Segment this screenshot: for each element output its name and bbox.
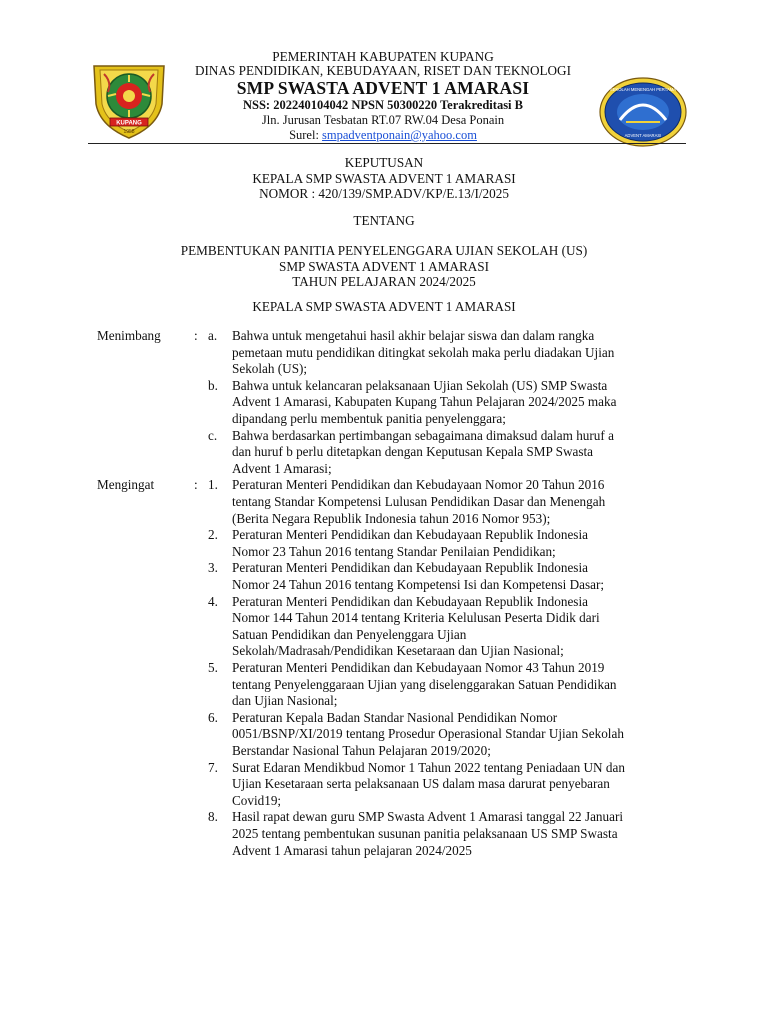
item-text-line: Advent 1 Amarasi tahun pelajaran 2024/2025 bbox=[232, 842, 472, 858]
item-text-line: 2025 tentang pembentukan susunan panitia pelaksanaan US SMP Swasta bbox=[232, 825, 618, 841]
item-text-line: Covid19; bbox=[232, 792, 282, 808]
decree-issuer: KEPALA SMP SWASTA ADVENT 1 AMARASI bbox=[252, 170, 516, 186]
item-text-line: tentang Penyelenggaraan Ujian yang diselenggarakan Satuan Pendidikan bbox=[232, 676, 617, 692]
item-text-line: Berstandar Nasional Tahun Pelajaran 2019/2020; bbox=[232, 742, 491, 758]
principal-heading: KEPALA SMP SWASTA ADVENT 1 AMARASI bbox=[252, 299, 516, 314]
letterhead bbox=[86, 48, 686, 144]
item-text-line: dan Ujian Nasional; bbox=[232, 693, 338, 709]
mengingat-item bbox=[0, 660, 768, 710]
logo-right-top-text: SEKOLAH MENENGAH PERTAMA bbox=[609, 87, 677, 92]
item-text-line: 0051/BSNP/XI/2019 tentang Prosedur Operasional Standar Ujian Sekolah bbox=[232, 726, 624, 742]
item-text bbox=[232, 527, 690, 560]
letterhead-school-name: SMP SWASTA ADVENT 1 AMARASI bbox=[236, 78, 530, 98]
item-text bbox=[232, 760, 690, 810]
item-text-line: (Berita Negara Republik Indonesia tahun 2016 Nomor 953); bbox=[232, 510, 551, 526]
mengingat-item bbox=[0, 560, 768, 593]
kabupaten-kupang-emblem bbox=[86, 60, 172, 140]
item-marker: 2. bbox=[208, 527, 218, 543]
item-text-line: tentang Standar Kompetensi Lulusan Pendidikan Dasar dan Menengah bbox=[232, 493, 606, 509]
decree-subject bbox=[0, 243, 768, 290]
item-marker: 5. bbox=[208, 660, 218, 675]
subject-line-1: PEMBENTUKAN PANITIA PENYELENGGARA UJIAN SEKOLAH (US) bbox=[180, 243, 588, 258]
item-text-line: dipandang perlu membentuk panitia penyelenggara; bbox=[232, 410, 506, 426]
item-text-line: Nomor 24 Tahun 2016 tentang Kompetensi Isi dan Kompetensi Dasar; bbox=[232, 576, 605, 592]
letterhead-government: PEMERINTAH KABUPATEN KUPANG bbox=[272, 49, 494, 64]
subject-line-2: SMP SWASTA ADVENT 1 AMARASI bbox=[279, 258, 489, 274]
item-text bbox=[232, 594, 690, 660]
item-text-line: Ujian Kesetaraan serta pelaksanaan US dalam masa darurat penyebaran bbox=[232, 776, 610, 792]
mengingat-item bbox=[0, 710, 768, 760]
item-text-line: Bahwa untuk mengetahui hasil akhir belajar siswa dan dalam rangka bbox=[232, 328, 595, 343]
item-marker: 7. bbox=[208, 759, 218, 775]
item-text-line: Sekolah (US); bbox=[232, 361, 308, 377]
item-marker: b. bbox=[208, 377, 218, 393]
menimbang-item bbox=[0, 428, 768, 478]
decree-number: NOMOR : 420/139/SMP.ADV/KP/E.13/I/2025 bbox=[259, 186, 509, 201]
letterhead-text bbox=[176, 50, 590, 143]
item-text bbox=[232, 809, 690, 859]
mengingat-item bbox=[0, 594, 768, 660]
logo-left-banner: KUPANG bbox=[116, 120, 142, 127]
item-marker: c. bbox=[208, 427, 218, 443]
item-text-line: Advent 1 Amarasi, Kabupaten Kupang Tahun Pelajaran 2024/2025 maka bbox=[232, 394, 617, 410]
item-text bbox=[232, 560, 690, 593]
mengingat-item bbox=[0, 527, 768, 560]
item-marker: a. bbox=[208, 328, 218, 343]
menimbang-item bbox=[0, 378, 768, 428]
item-text-line: Advent 1 Amarasi; bbox=[232, 460, 332, 476]
menimbang-colon: : bbox=[194, 328, 198, 343]
school-emblem bbox=[598, 76, 688, 148]
subject-line-3: TAHUN PELAJARAN 2024/2025 bbox=[292, 274, 476, 289]
logo-right-bottom-text: ADVENT AMARASI bbox=[624, 133, 662, 138]
email-label: Surel: bbox=[289, 128, 323, 142]
item-text-line: Peraturan Menteri Pendidikan dan Kebudayaan Nomor 43 Tahun 2019 bbox=[232, 660, 605, 675]
item-text-line: Peraturan Kepala Badan Standar Nasional Pendidikan Nomor bbox=[232, 709, 558, 725]
logo-left-year: 1958 bbox=[123, 129, 135, 135]
letterhead-email-line bbox=[176, 128, 590, 143]
item-text bbox=[232, 660, 690, 710]
letterhead-address: Jln. Jurusan Tesbatan RT.07 RW.04 Desa Ponain bbox=[261, 113, 505, 127]
item-text-line: Hasil rapat dewan guru SMP Swasta Advent 1 Amarasi tanggal 22 Januari bbox=[232, 809, 624, 825]
letterhead-divider bbox=[88, 143, 686, 144]
item-text-line: Peraturan Menteri Pendidikan dan Kebudayaan Nomor 20 Tahun 2016 bbox=[232, 477, 605, 493]
email-link[interactable]: smpadventponain@yahoo.com bbox=[322, 128, 477, 142]
menimbang-item bbox=[0, 328, 768, 378]
item-text-line: Satuan Pendidikan dan Penyelenggara Ujian bbox=[232, 626, 467, 642]
tentang-label: TENTANG bbox=[353, 213, 415, 228]
item-text-line: Bahwa berdasarkan pertimbangan sebagaimana dimaksud dalam huruf a bbox=[232, 427, 614, 443]
item-text-line: Nomor 144 Tahun 2014 tentang Kriteria Kelulusan Peserta Didik dari bbox=[232, 610, 600, 626]
item-text bbox=[232, 428, 690, 478]
item-marker: 8. bbox=[208, 809, 218, 825]
item-marker: 4. bbox=[208, 593, 218, 609]
mengingat-colon: : bbox=[194, 477, 198, 493]
item-text-line: Peraturan Menteri Pendidikan dan Kebudayaan Republik Indonesia bbox=[232, 593, 588, 609]
letterhead-department: DINAS PENDIDIKAN, KEBUDAYAAN, RISET DAN TEKNOLOGI bbox=[195, 63, 571, 78]
item-text-line: Peraturan Menteri Pendidikan dan Kebudayaan Republik Indonesia bbox=[232, 527, 588, 543]
item-text-line: Peraturan Menteri Pendidikan dan Kebudayaan Republik Indonesia bbox=[232, 560, 588, 576]
item-text bbox=[232, 710, 690, 760]
item-text-line: Bahwa untuk kelancaran pelaksanaan Ujian Sekolah (US) SMP Swasta bbox=[232, 377, 608, 393]
mengingat-item bbox=[0, 477, 768, 527]
mengingat-item bbox=[0, 809, 768, 859]
item-text-line: dan huruf b perlu ditetapkan dengan Keputusan Kepala SMP Swasta bbox=[232, 444, 593, 460]
item-text bbox=[232, 477, 690, 527]
menimbang-label: Menimbang bbox=[97, 328, 161, 343]
item-marker: 3. bbox=[208, 560, 218, 576]
mengingat-label: Mengingat bbox=[97, 477, 155, 493]
letterhead-ids: NSS: 202240104042 NPSN 50300220 Terakreditasi B bbox=[242, 98, 523, 112]
mengingat-item bbox=[0, 760, 768, 810]
item-marker: 6. bbox=[208, 709, 218, 725]
item-text-line: Nomor 23 Tahun 2016 tentang Standar Penilaian Pendidikan; bbox=[232, 543, 556, 559]
item-marker: 1. bbox=[208, 477, 218, 493]
decree-title: KEPUTUSAN bbox=[344, 155, 424, 170]
item-text bbox=[232, 378, 690, 428]
item-text bbox=[232, 328, 690, 378]
item-text-line: Surat Edaran Mendikbud Nomor 1 Tahun 2022 tentang Peniadaan UN dan bbox=[232, 759, 625, 775]
item-text-line: pemetaan mutu pendidikan ditingkat sekolah maka perlu diadakan Ujian bbox=[232, 344, 615, 360]
decree-heading bbox=[0, 155, 768, 202]
item-text-line: Sekolah/Madrasah/Pendidikan Kesetaraan dan Ujian Nasional; bbox=[232, 643, 564, 659]
